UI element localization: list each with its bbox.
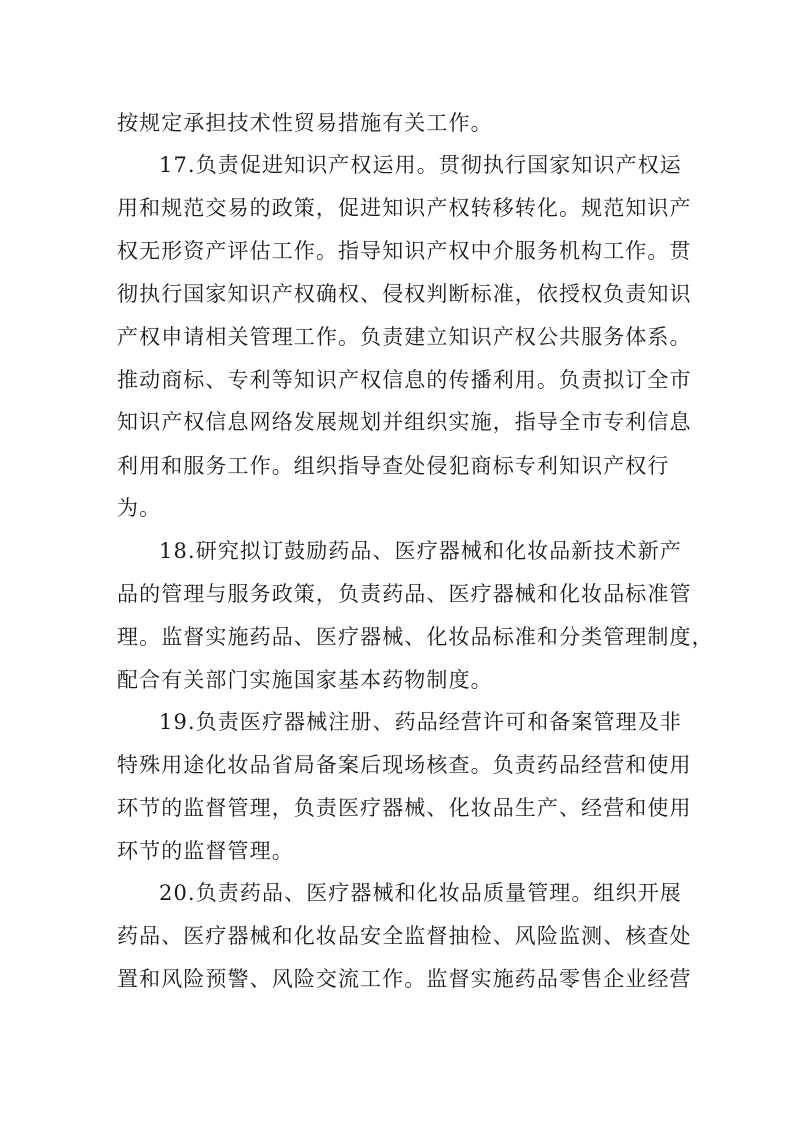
text-line: 理。监督实施药品、医疗器械、化妆品标准和分类管理制度， — [117, 625, 714, 649]
text-line: 药品、医疗器械和化妆品安全监督抽检、风险监测、核查处 — [117, 924, 692, 948]
text-line: 利用和服务工作。组织指导查处侵犯商标专利知识产权行 — [117, 454, 670, 478]
text-line: 环节的监督管理。 — [117, 839, 294, 863]
text-line: 17.负责促进知识产权运用。贯彻执行国家知识产权运 — [159, 153, 682, 177]
text-line: 彻执行国家知识产权确权、侵权判断标准，依授权负责知识 — [117, 282, 692, 306]
text-line: 18.研究拟订鼓励药品、医疗器械和化妆品新技术新产 — [159, 539, 682, 563]
text-line: 产权申请相关管理工作。负责建立知识产权公共服务体系。 — [117, 325, 692, 349]
text-line: 用和规范交易的政策，促进知识产权转移转化。规范知识产 — [117, 196, 692, 220]
text-line: 品的管理与服务政策，负责药品、医疗器械和化妆品标准管 — [117, 582, 692, 606]
text-line: 20.负责药品、医疗器械和化妆品质量管理。组织开展 — [159, 881, 682, 905]
text-line: 权无形资产评估工作。指导知识产权中介服务机构工作。贯 — [117, 239, 692, 263]
text-line: 置和风险预警、风险交流工作。监督实施药品零售企业经营 — [117, 967, 692, 991]
text-line: 为。 — [117, 496, 162, 520]
text-line: 配合有关部门实施国家基本药物制度。 — [117, 668, 493, 692]
text-line: 19.负责医疗器械注册、药品经营许可和备案管理及非 — [159, 710, 682, 734]
text-line: 特殊用途化妆品省局备案后现场核查。负责药品经营和使用 — [117, 753, 692, 777]
text-line: 推动商标、专利等知识产权信息的传播利用。负责拟订全市 — [117, 368, 692, 392]
text-line: 环节的监督管理，负责医疗器械、化妆品生产、经营和使用 — [117, 796, 692, 820]
text-line: 知识产权信息网络发展规划并组织实施，指导全市专利信息 — [117, 410, 692, 434]
text-line: 按规定承担技术性贸易措施有关工作。 — [117, 111, 493, 135]
